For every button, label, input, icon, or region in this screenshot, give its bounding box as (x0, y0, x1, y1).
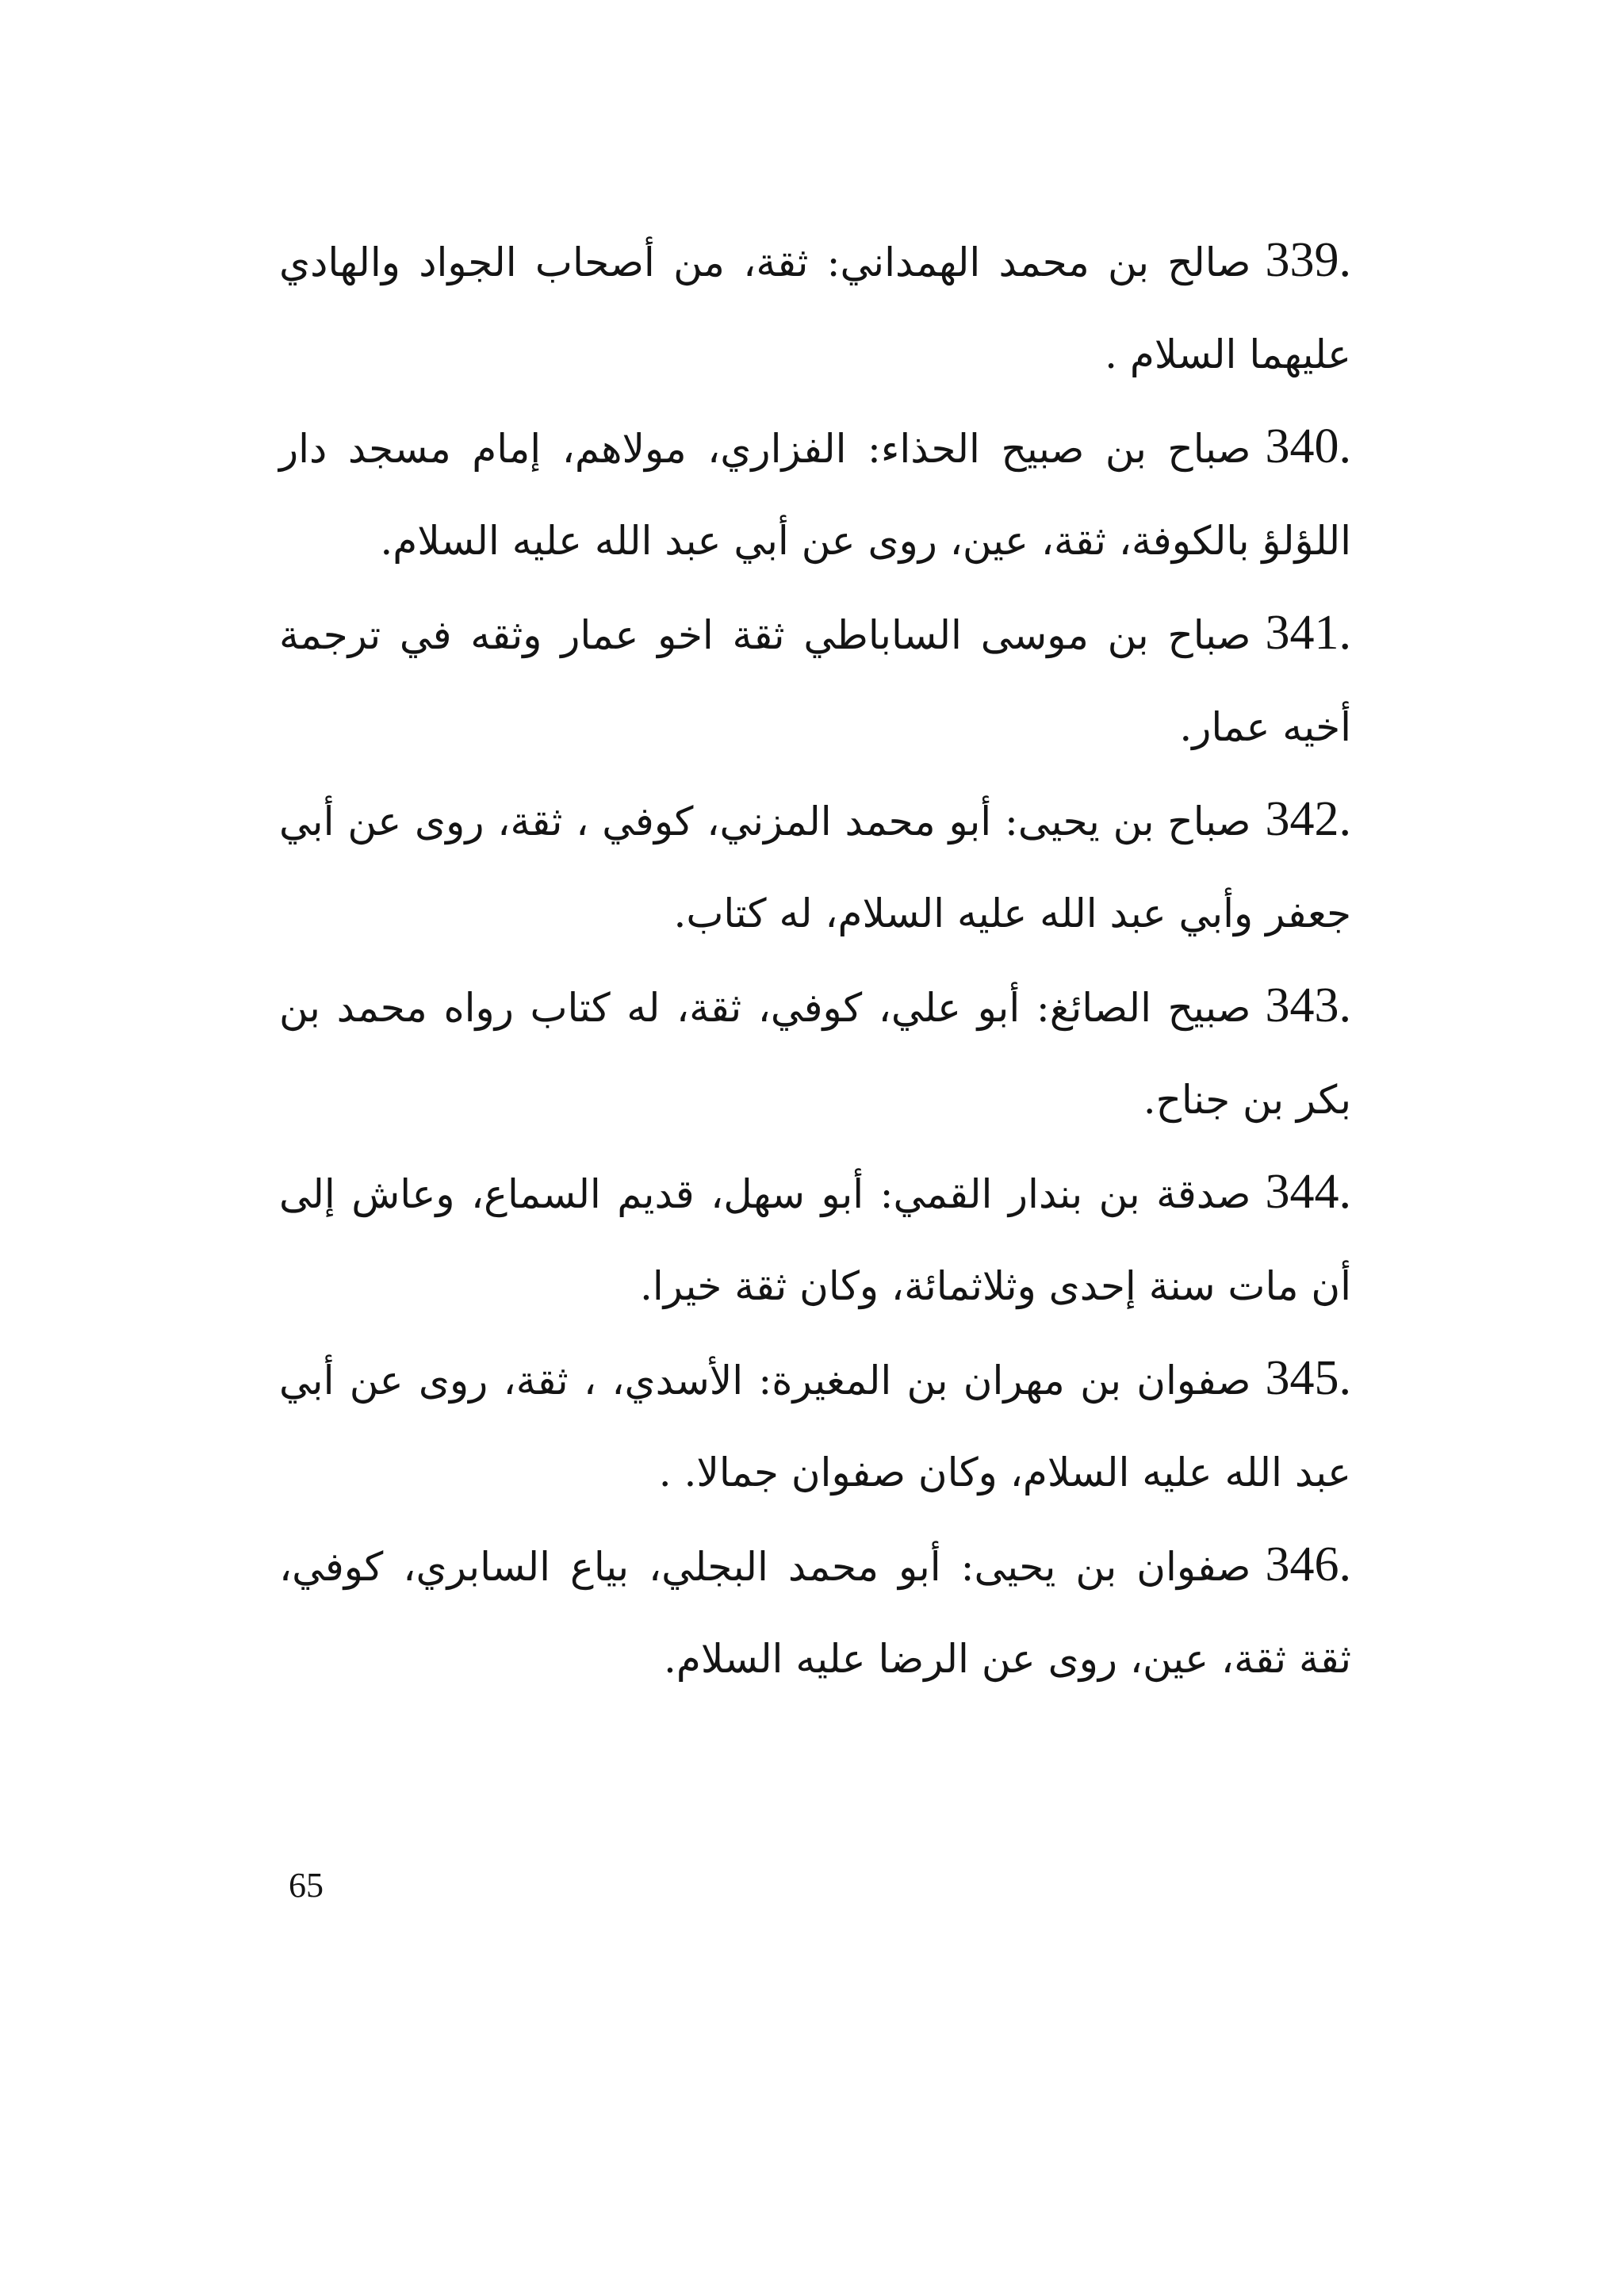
entry-346 (279, 1518, 1351, 1705)
entry-345 (279, 1332, 1351, 1518)
entry-text: صالح بن محمد الهمداني: ثقة، من أصحاب الجواد والهادي عليهما السلام . (279, 239, 1351, 377)
entry-text: صفوان بن يحيى: أبو محمد البجلي، بياع السابري، كوفي، ثقة ثقة، عين، روى عن الرضا عليه السلام. (279, 1544, 1351, 1682)
entry-number: 341. (1265, 606, 1351, 660)
entry-number: 346. (1265, 1538, 1351, 1591)
entry-341 (279, 587, 1351, 773)
entry-343 (279, 959, 1351, 1146)
entry-text: صباح بن صبيح الحذاء: الفزاري، مولاهم، إمام مسجد دار اللؤلؤ بالكوفة، ثقة، عين، روى عن أبي عبد الله عليه السلام. (279, 426, 1351, 564)
entry-number: 344. (1265, 1165, 1351, 1219)
entry-344 (279, 1146, 1351, 1332)
entry-text: صباح بن يحيى: أبو محمد المزني، كوفي ، ثقة، روى عن أبي جعفر وأبي عبد الله عليه السلام، له كتاب. (279, 798, 1351, 936)
entry-text: صدقة بن بندار القمي: أبو سهل، قديم السماع، وعاش إلى أن مات سنة إحدى وثلاثمائة، وكان ثقة خيرا. (279, 1171, 1351, 1309)
entry-340 (279, 400, 1351, 587)
entry-339 (279, 214, 1351, 400)
page-number: 65 (289, 1866, 324, 1905)
entry-number: 343. (1265, 978, 1351, 1032)
entry-text: صفوان بن مهران بن المغيرة: الأسدي، ، ثقة، روى عن أبي عبد الله عليه السلام، وكان صفوان جمالا. . (279, 1358, 1351, 1496)
entry-number: 339. (1265, 233, 1351, 287)
entry-number: 342. (1265, 792, 1351, 846)
entry-text: صبيح الصائغ: أبو علي، كوفي، ثقة، له كتاب رواه محمد بن بكر بن جناح. (279, 985, 1351, 1123)
entry-number: 340. (1265, 419, 1351, 473)
entries-list (279, 214, 1351, 1705)
entry-text: صباح بن موسى الساباطي ثقة اخو عمار وثقه في ترجمة أخيه عمار. (279, 612, 1351, 750)
entry-number: 345. (1265, 1351, 1351, 1405)
entry-342 (279, 773, 1351, 959)
